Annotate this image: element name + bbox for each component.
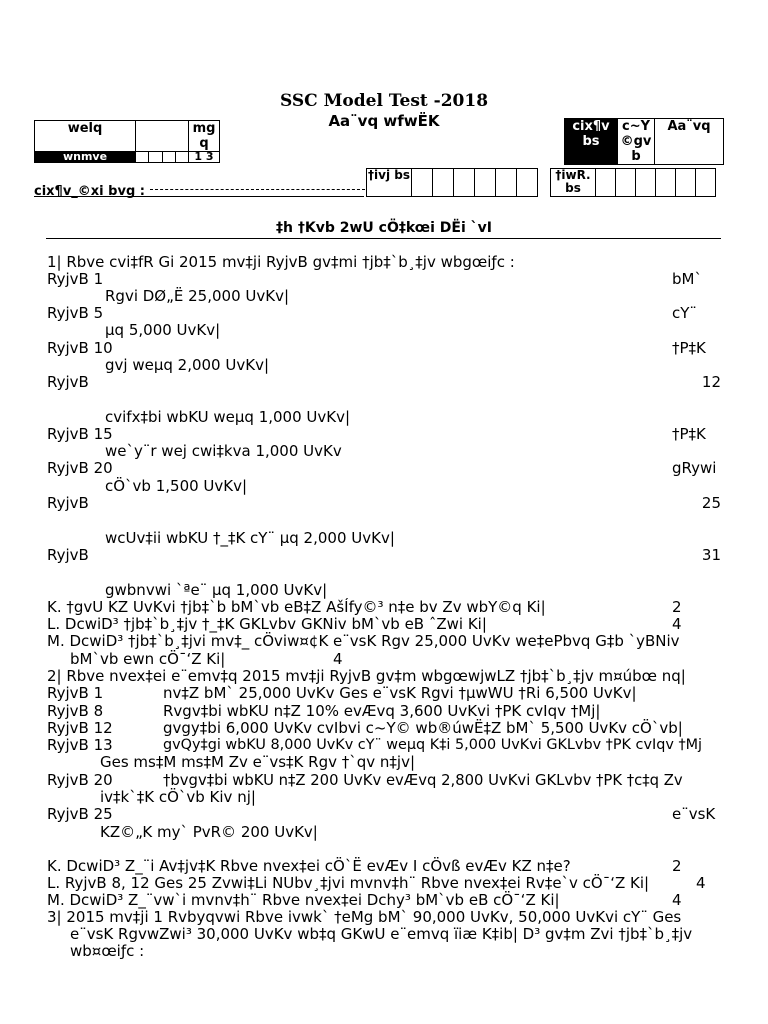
- q2-part-k-marks: 2: [672, 857, 682, 875]
- q1-date-5-tail: †P‡K: [672, 425, 706, 443]
- q1-date-7: RyjvB: [47, 494, 89, 512]
- q1-date-6: RyjvB 20: [47, 459, 113, 477]
- q1-date-5: RyjvB 15: [47, 425, 113, 443]
- q1-date-1: RyjvB 1: [47, 270, 104, 288]
- q2-date-1: RyjvB 1: [47, 684, 104, 702]
- q2-item-5-cont: iv‡k`‡K cÖ`vb Kiv nj|: [100, 788, 256, 806]
- q1-part-k-marks: 2: [672, 598, 682, 616]
- candidate-name-line: [150, 189, 365, 190]
- q1-date-2-tail: cY¨: [672, 304, 697, 322]
- q1-date-4: RyjvB: [47, 373, 89, 391]
- q2-part-k: K. DcwiD³ Z_¨i Av‡jv‡K Rbve nvex‡ei cÖ`Ë evÆv I cÖvß evÆv KZ n‡e?: [47, 857, 571, 875]
- registration-number-boxes: [550, 168, 716, 197]
- q1-part-l-marks: 4: [672, 615, 682, 633]
- q1-part-m-cont: bM`vb ewn cÖ¯‘Z Ki|: [70, 650, 226, 668]
- candidate-name-label: cix¶v_©xi bvg :: [34, 184, 145, 199]
- q2-part-m: M. DcwiD³ Z_¨vw`i mvnv‡h¨ Rbve nvex‡ei Dchy³ bM`vb eB cÖ¯‘Z Ki|: [47, 891, 560, 909]
- name-subject-box: [34, 120, 220, 163]
- q2-part-m-marks: 4: [672, 891, 682, 909]
- q2-date-2: RyjvB 8: [47, 702, 104, 720]
- q1-date-3-tail: †P‡K: [672, 339, 706, 357]
- name-underline: [34, 196, 364, 197]
- q2-part-l-marks: 4: [696, 874, 706, 892]
- q1-date-8-day: 31: [701, 546, 721, 564]
- section-instruction: ‡h †Kvb 2wU cÖ‡kœi DËi `vI: [276, 220, 492, 236]
- q1-part-l: L. DcwiD³ †jb‡`b¸‡jv †_‡K GKLvbv GKNiv bM`vb eB ˆZwi Ki|: [47, 615, 487, 633]
- q1-part-k: K. †gvU KZ UvKvi †jb‡`b bM`vb eB‡Z AšÍfy©³ n‡e bv Zv wbY©q Ki|: [47, 598, 546, 616]
- subject-code-label: mg q: [189, 121, 220, 152]
- question-1: 1| Rbve cvi‡fR Gi 2015 mv‡ji RyjvB gv‡mi †jb‡`b¸‡jv wbgœiƒc :: [47, 253, 515, 271]
- subject-name: wnmve: [35, 152, 136, 163]
- q1-date-8: RyjvB: [47, 546, 89, 564]
- question-2: 2| Rbve nvex‡ei e¨emv‡q 2015 mv‡ji RyjvB gv‡m wbgœwjwLZ †jb‡`b¸‡jv m¤úbœ nq|: [47, 667, 686, 685]
- q2-item-4: gvQy‡gi wbKU 8,000 UvKv cY¨ weµq K‡i 5,000 UvKvi GKLvbv †PK cvIqv †Mj: [163, 737, 703, 753]
- question-3-cont: e¨vsK RgvwZwi³ 30,000 UvKv wb‡q GKwU e¨emvq ïiæ K‡ib| D³ gv‡m Zvi †jb‡`b¸‡jv: [70, 925, 693, 943]
- q1-part-m: M. DcwiD³ †jb‡`b¸‡jvi mv‡_ cÖviw¤¢K e¨vsK Rgv 25,000 UvKv we‡ePbvq G‡b `yBNiv: [47, 632, 680, 650]
- section-divider: [46, 238, 721, 239]
- q1-item-4: cvifx‡bi wbKU weµq 1,000 UvKv|: [105, 408, 351, 426]
- exam-subtitle: Aa¨vq wfwËK: [328, 112, 440, 130]
- q2-item-3: gvgy‡bi 6,000 UvKv cvIbvi c~Y© wb®úwË‡Z bM` 5,500 UvKv cÖ`vb|: [163, 719, 683, 737]
- q2-item-2: Rvgv‡bi wbKU n‡Z 10% evÆvq 3,600 UvKvi †PK cvIqv †Mj|: [163, 702, 601, 720]
- chapter-label: Aa¨vq: [655, 119, 724, 165]
- question-3: 3| 2015 mv‡ji 1 Rvbyqvwi Rbve ivwk` †eMg bM` 90,000 UvKv, 50,000 UvKvi cY¨ Ges: [47, 908, 682, 926]
- q2-date-6-tail: e¨vsK: [672, 805, 716, 823]
- q1-date-2: RyjvB 5: [47, 304, 104, 322]
- question-3-cont-2: wb¤œiƒc :: [70, 942, 145, 960]
- exam-title: SSC Model Test -2018: [279, 91, 489, 111]
- name-label: welq: [35, 121, 136, 152]
- q2-date-4: RyjvB 13: [47, 736, 113, 754]
- roll-label: †ivj bs: [367, 169, 412, 197]
- q2-part-l: L. RyjvB 8, 12 Ges 25 Zvwi‡Li NUbv¸‡jvi mvnv‡h¨ Rbve nvex‡ei Rv‡e`v cÖ¯‘Z Ki|: [47, 874, 650, 892]
- q1-date-7-day: 25: [701, 494, 721, 512]
- q1-date-4-day: 12: [701, 373, 721, 391]
- q2-item-6: KZ©„K my` PvR© 200 UvKv|: [100, 823, 318, 841]
- full-marks-label: c~Y ©gv b: [618, 119, 655, 165]
- subject-code-value: 1 3: [189, 152, 220, 163]
- q2-date-6: RyjvB 25: [47, 805, 113, 823]
- q2-date-3: RyjvB 12: [47, 719, 113, 737]
- q1-item-8: gwbnvwi `ªe¨ µq 1,000 UvKv|: [105, 581, 328, 599]
- registration-label: †iwR. bs: [551, 169, 596, 197]
- q1-item-5: we`y¨r wej cwi‡kva 1,000 UvKv: [105, 442, 342, 460]
- exam-no-label: cix¶v bs: [565, 119, 618, 165]
- q2-item-1: nv‡Z bM` 25,000 UvKv Ges e¨vsK Rgvi †µwWU †Ri 6,500 UvKv|: [163, 684, 637, 702]
- q2-item-4-cont: Ges ms‡M ms‡M Zv e¨vs‡K Rgv †`qv n‡jv|: [100, 753, 416, 771]
- q1-item-7: wcUv‡ii wbKU †_‡K cY¨ µq 2,000 UvKv|: [105, 529, 395, 547]
- roll-number-boxes: [366, 168, 538, 197]
- q2-item-5: †bvgv‡bi wbKU n‡Z 200 UvKv evÆvq 2,800 UvKvi GKLvbv †PK †c‡q Zv: [163, 772, 683, 789]
- q1-item-6: cÖ`vb 1,500 UvKv|: [105, 477, 248, 495]
- q1-date-6-tail: gRywi: [672, 459, 717, 477]
- q1-date-3: RyjvB 10: [47, 339, 113, 357]
- q1-date-1-tail: bM`: [672, 270, 702, 288]
- q1-part-m-marks: 4: [333, 650, 343, 668]
- q2-date-5: RyjvB 20: [47, 771, 113, 789]
- q1-item-2: µq 5,000 UvKv|: [105, 321, 221, 339]
- exam-info-box: [564, 118, 724, 165]
- q1-item-1: Rgvi DØ„Ë 25,000 UvKv|: [105, 287, 290, 305]
- q1-item-3: gvj weµq 2,000 UvKv|: [105, 356, 269, 374]
